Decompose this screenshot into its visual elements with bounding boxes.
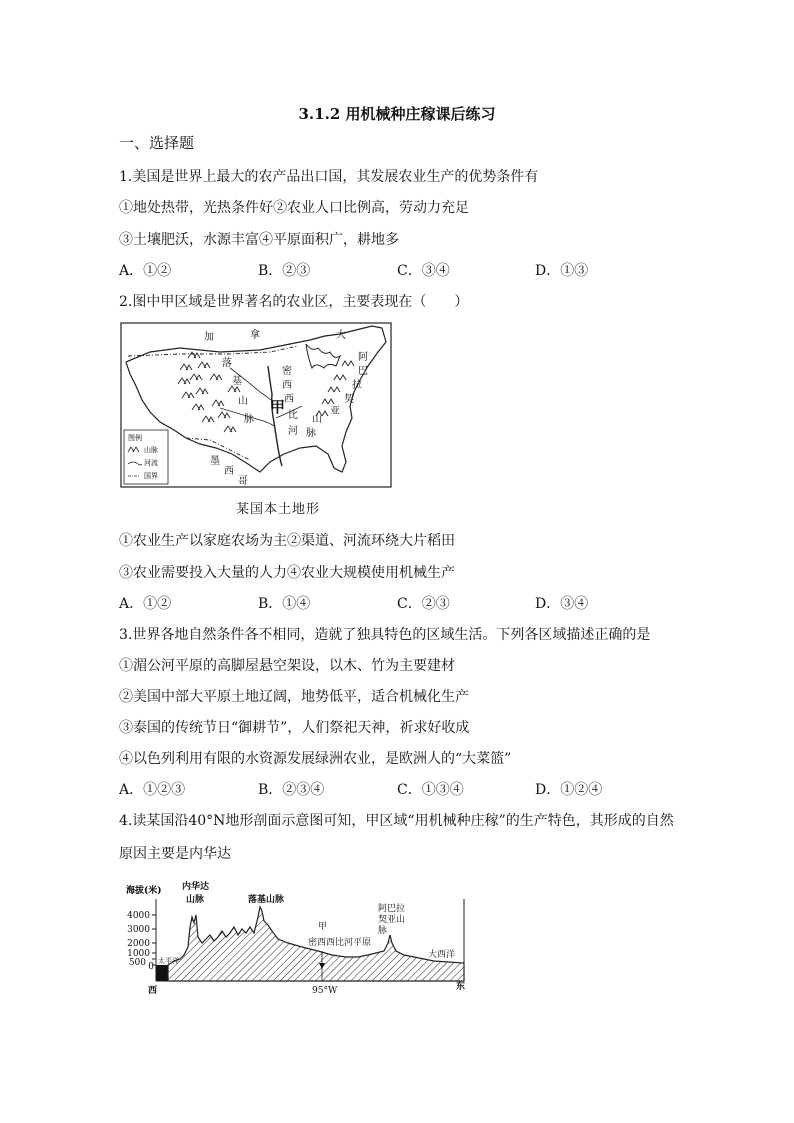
tick-500: 500 xyxy=(128,958,146,968)
map-label-mexico-1: 墨 xyxy=(210,456,220,467)
map-label-app-1: 阿 xyxy=(358,352,368,363)
map-label-jia: 甲 xyxy=(270,398,286,416)
q2-options xyxy=(119,593,679,613)
q3-stem: 3.世界各地自然条件各不相同，造就了独具特色的区域生活。下列各区域描述正确的是 xyxy=(119,627,651,643)
tick-0: 0 xyxy=(148,962,154,972)
tick-3000: 3000 xyxy=(127,925,150,935)
tick-1000: 1000 xyxy=(127,949,150,959)
label-pacific: 太平洋 xyxy=(158,957,179,965)
map-label-canada-2: 拿 xyxy=(250,330,260,341)
map-label-miss-4: 比 xyxy=(288,410,298,421)
label-meridian: 95°W xyxy=(312,986,338,996)
q1-option-b[interactable]: B．②③ xyxy=(258,263,311,279)
profile-ylabel: 海拔(米) xyxy=(126,886,162,896)
tick-2000: 2000 xyxy=(127,939,150,949)
map-label-app-2: 巴 xyxy=(358,366,368,377)
us-topographic-map xyxy=(120,322,392,488)
page-title: 3.1.2 用机械种庄稼课后练习 xyxy=(298,105,496,123)
legend-river: 河流 xyxy=(144,459,158,467)
map-label-app-5: 亚 xyxy=(330,406,340,417)
label-mississippi: 密西西比河平原 xyxy=(308,938,372,948)
q3-option-c[interactable]: C．①③④ xyxy=(397,782,464,798)
q1-statement-line-1: ①地处热带，光热条件好②农业人口比例高，劳动力充足 xyxy=(119,200,469,216)
q4-stem-line-1: 4.读某国沿40°N地形剖面示意图可知，甲区域“用机械种庄稼”的生产特色，其形成的自然 xyxy=(119,813,674,829)
label-jia: 甲 xyxy=(318,922,328,932)
map-label-miss-2: 西 xyxy=(282,380,292,391)
q1-stem: 1.美国是世界上最大的农产品出口国，其发展农业生产的优势条件有 xyxy=(119,169,539,185)
q1-option-c[interactable]: C．③④ xyxy=(397,263,450,279)
map-label-app-7: 脉 xyxy=(306,428,316,439)
q3-option-b[interactable]: B．②③④ xyxy=(258,782,325,798)
map-label-app-3: 拉 xyxy=(352,380,362,391)
q2-statement-line-1: ①农业生产以家庭农场为主②渠道、河流环绕大片稻田 xyxy=(119,533,455,549)
label-nevada-2: 山脉 xyxy=(186,895,205,905)
map-label-rocky-1: 落 xyxy=(222,358,232,369)
label-nevada-1: 内华达 xyxy=(182,882,210,892)
q3-option-d[interactable]: D．①②④ xyxy=(535,782,603,798)
q1-option-a[interactable]: A．①② xyxy=(119,263,172,279)
q3-statement-line-1: ①湄公河平原的高脚屋悬空架设，以木、竹为主要建材 xyxy=(119,658,455,674)
map-label-app-4: 契 xyxy=(344,394,354,405)
map-label-rocky-3: 山 xyxy=(238,396,248,407)
tick-4000: 4000 xyxy=(127,911,150,921)
label-app-1: 阿巴拉 xyxy=(378,904,406,914)
q4-stem-line-2: 原因主要是内华达 xyxy=(119,846,231,862)
q3-statement-line-4: ④以色列利用有限的水资源发展绿洲农业，是欧洲人的“大菜篮” xyxy=(119,751,512,767)
q3-statement-line-3: ③泰国的传统节日“御耕节”，人们祭祀天神，祈求好收成 xyxy=(119,720,470,736)
map-label-rocky-2: 基 xyxy=(232,376,242,387)
map-legend xyxy=(124,430,168,484)
q1-option-d[interactable]: D．①③ xyxy=(535,263,589,279)
map-label-canada-3: 大 xyxy=(336,330,346,341)
label-app-3: 脉 xyxy=(378,926,388,936)
map-caption: 某国本土地形 xyxy=(236,502,321,517)
label-east: 东 xyxy=(456,982,466,992)
label-atlantic: 大西洋 xyxy=(428,950,456,960)
legend-mountain: 山脉 xyxy=(144,446,158,454)
map-label-app-6: 山 xyxy=(312,414,322,425)
q2-option-a[interactable]: A．①② xyxy=(119,596,172,612)
legend-border: 国界 xyxy=(144,472,158,480)
label-rocky: 落基山脉 xyxy=(248,895,285,905)
legend-title: 图例 xyxy=(128,434,142,442)
q3-statement-line-2: ②美国中部大平原土地辽阔，地势低平，适合机械化生产 xyxy=(119,689,469,705)
map-label-miss-3: 西 xyxy=(284,394,294,405)
map-label-rocky-4: 脉 xyxy=(244,414,254,425)
q1-options xyxy=(119,260,679,280)
terrain-profile-diagram xyxy=(122,877,472,997)
q2-option-c[interactable]: C．②③ xyxy=(397,596,450,612)
label-app-2: 契亚山 xyxy=(378,915,406,925)
map-label-mexico-3: 哥 xyxy=(238,476,248,487)
section-heading: 一、选择题 xyxy=(119,134,195,152)
q2-stem: 2.图中甲区域是世界著名的农业区，主要表现在（ ） xyxy=(119,294,469,310)
q3-option-a[interactable]: A．①②③ xyxy=(119,782,186,798)
map-label-miss-1: 密 xyxy=(282,366,292,377)
map-label-canada-1: 加 xyxy=(204,332,214,343)
label-west: 西 xyxy=(148,986,158,996)
q1-statement-line-2: ③土壤肥沃，水源丰富④平原面积广，耕地多 xyxy=(119,232,399,248)
q3-options xyxy=(119,779,679,799)
q2-option-b[interactable]: B．①④ xyxy=(258,596,311,612)
map-label-miss-5: 河 xyxy=(288,426,298,437)
q2-option-d[interactable]: D．③④ xyxy=(535,596,589,612)
map-label-mexico-2: 西 xyxy=(224,466,234,477)
q2-statement-line-2: ③农业需要投入大量的人力④农业大规模使用机械生产 xyxy=(119,565,455,581)
